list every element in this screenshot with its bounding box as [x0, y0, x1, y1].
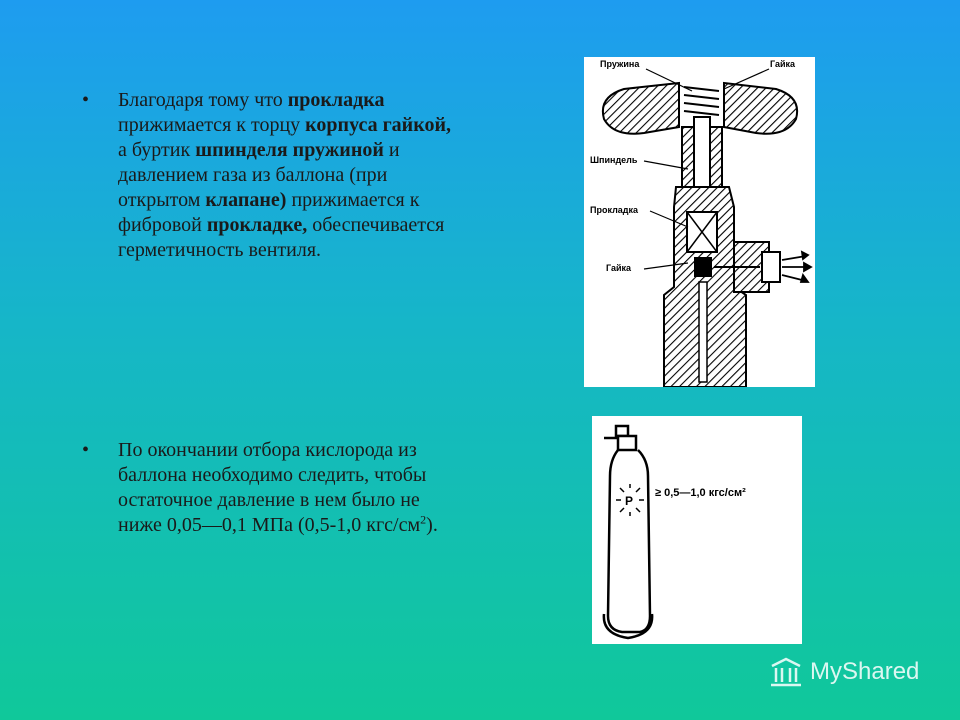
text-segment: и давлением газа из баллона (при открытом — [118, 139, 400, 211]
bold-term: корпуса гайкой, — [305, 114, 451, 136]
text-segment: обеспечивается герметичность вентиля. — [118, 214, 445, 261]
superscript: 2 — [420, 512, 427, 527]
bold-term: прокладке, — [206, 214, 308, 236]
pressure-label: ≥ 0,5—1,0 кгс/см² — [655, 487, 746, 499]
watermark-logo-icon — [768, 656, 804, 688]
cylinder-drawing — [592, 416, 802, 644]
label-nut-top: Гайка — [770, 59, 796, 69]
bold-term: прокладка — [287, 89, 385, 111]
text-segment: ). — [426, 514, 438, 536]
watermark — [768, 656, 919, 688]
bullet-text-residual-pressure — [118, 438, 458, 538]
cylinder-diagram — [592, 416, 802, 644]
text-segment: Благодаря тому что — [118, 89, 288, 111]
valve-diagram — [584, 57, 815, 387]
text-segment: По окончании отбора кислорода из баллона необходимо следить, чтобы остаточное давление в нем было не ниже 0,05—0,1 МПа (0,5-1,0 кгс/см — [118, 439, 427, 536]
text-segment: а буртик — [118, 139, 196, 161]
bold-term: клапане) — [205, 189, 287, 211]
label-spindle: Шпиндель — [590, 155, 638, 165]
valve-drawing — [584, 57, 815, 387]
pressure-symbol: P — [625, 494, 634, 508]
text-segment: прижимается к фибровой — [118, 189, 420, 236]
bullet-marker: • — [82, 439, 90, 461]
bullet-text-valve-sealing — [118, 88, 458, 263]
watermark-text: MyShared — [810, 658, 920, 685]
label-spring: Пружина — [600, 59, 640, 69]
label-nut-bottom: Гайка — [606, 263, 632, 273]
label-gasket: Прокладка — [590, 205, 639, 215]
text-segment: прижимается к торцу — [118, 114, 306, 136]
bold-term: шпинделя пружиной — [195, 139, 384, 161]
bullet-marker: • — [82, 89, 90, 111]
